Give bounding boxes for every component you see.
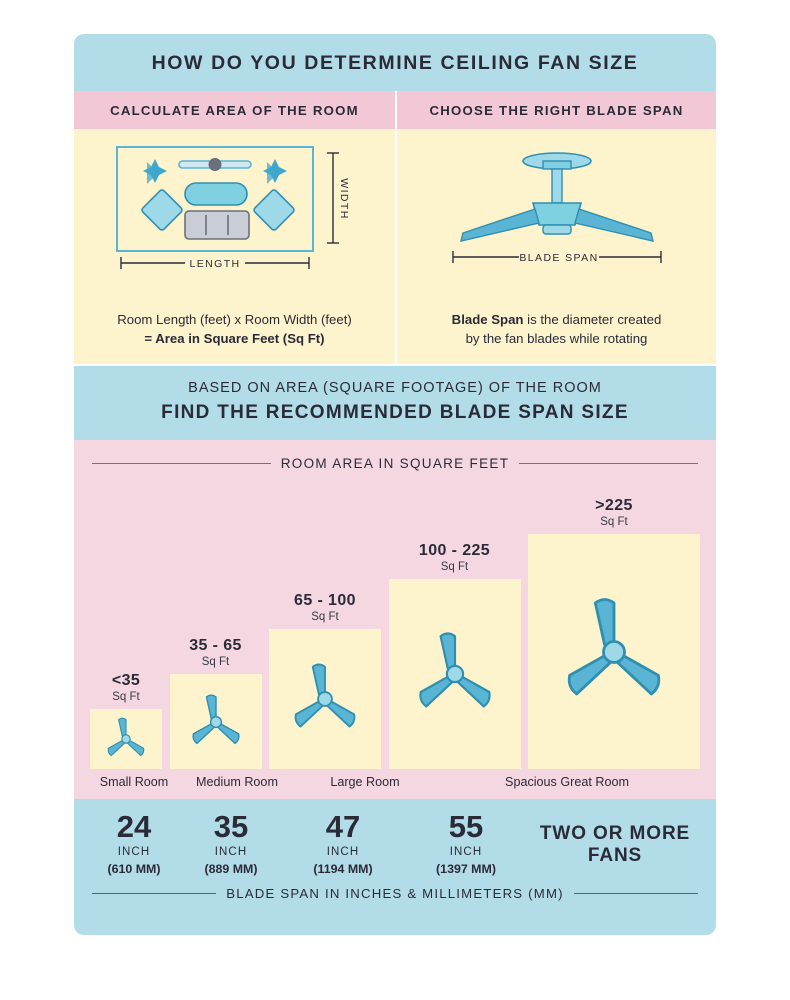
bar-label-2	[189, 637, 242, 668]
spec-3-inch: INCH	[326, 845, 360, 858]
bar-range-2: 35 - 65	[189, 637, 242, 654]
panel-left-caption-line1: Room Length (feet) x Room Width (feet)	[117, 311, 352, 327]
header	[74, 34, 716, 91]
room-length-label: LENGTH	[189, 258, 240, 270]
room-name-1: Small Room	[99, 775, 169, 789]
panel-right-caption-line2: by the fan blades while rotating	[465, 330, 648, 346]
bar-label-1	[112, 672, 140, 703]
spec-2	[180, 811, 282, 876]
room-name-4: Spacious Great Room	[505, 775, 629, 789]
bar-col-5	[528, 479, 700, 769]
spec-3-mm: (1194 MM)	[313, 861, 373, 876]
bar-col-2	[170, 479, 262, 769]
panel-right-caption-bold: Blade Span	[451, 311, 524, 327]
fan-icon-xlarge	[544, 591, 684, 713]
spec-3-number: 47	[325, 809, 361, 844]
blade-span-label: BLADE SPAN	[518, 252, 599, 264]
bar-label-5	[595, 497, 633, 528]
mid-banner-line2: FIND THE RECOMMENDED BLADE SPAN SIZE	[161, 402, 629, 423]
spec-1-inch: INCH	[117, 845, 151, 858]
fan-icon-medium	[279, 659, 371, 739]
spec-2-number: 35	[213, 809, 249, 844]
bar-box-5	[528, 534, 700, 769]
panel-left-caption	[117, 310, 352, 348]
spec-4-inch: INCH	[449, 845, 483, 858]
panel-right-caption-rest: is the diameter created	[523, 311, 662, 327]
room-diagram	[107, 143, 363, 275]
footer-rule-row	[88, 876, 702, 901]
chart-rule-left	[92, 463, 271, 464]
spec-3	[282, 811, 404, 876]
room-name-3: Large Room	[330, 775, 400, 789]
spec-1-mm: (610 MM)	[107, 861, 161, 876]
mid-banner-line1: BASED ON AREA (SQUARE FOOTAGE) OF THE ROOM	[188, 380, 602, 396]
spec-4-number: 55	[448, 809, 484, 844]
spec-2-inch: INCH	[214, 845, 248, 858]
room-name-2: Medium Room	[196, 775, 278, 789]
bar-unit-5: Sq Ft	[600, 516, 628, 528]
bar-unit-2: Sq Ft	[201, 656, 230, 668]
mid-banner	[74, 364, 716, 440]
bar-col-4	[389, 479, 521, 769]
bar-chart	[88, 479, 702, 769]
bar-box-3	[269, 629, 381, 769]
chart-band	[74, 440, 716, 799]
bar-range-3: 65 - 100	[294, 592, 356, 609]
bar-range-1: <35	[111, 672, 141, 689]
bar-col-3	[269, 479, 381, 769]
chart-rule-right	[519, 463, 698, 464]
fan-icon-small	[98, 715, 154, 763]
fan-side-diagram	[427, 145, 687, 277]
chart-title-row	[88, 456, 702, 479]
bar-label-3	[294, 592, 356, 623]
room-name-row	[88, 769, 702, 799]
panel-right-title: CHOOSE THE RIGHT BLADE SPAN	[397, 91, 716, 129]
bar-label-4	[419, 542, 490, 573]
footer-rule-text: BLADE SPAN IN INCHES & MILLIMETERS (MM)	[226, 885, 564, 901]
page-title: HOW DO YOU DETERMINE CEILING FAN SIZE	[151, 52, 639, 74]
footer-rule-left	[92, 893, 216, 894]
bar-box-4	[389, 579, 521, 769]
spec-1-number: 24	[116, 809, 152, 844]
panel-right-body	[397, 129, 716, 364]
spec-4-mm: (1397 MM)	[436, 861, 496, 876]
fan-icon-large	[401, 627, 509, 721]
bar-unit-1: Sq Ft	[112, 691, 140, 703]
infographic-sheet	[74, 34, 716, 935]
bar-range-4: 100 - 225	[418, 542, 491, 559]
footer-rule-right	[574, 893, 698, 894]
fan-icon-medium-small	[180, 691, 252, 753]
footer-band	[74, 799, 716, 909]
bar-unit-4: Sq Ft	[440, 561, 469, 573]
bar-unit-3: Sq Ft	[311, 611, 339, 623]
bar-range-5: >225	[595, 497, 633, 514]
panel-right-caption	[452, 310, 662, 348]
panel-left-caption-line2: = Area in Square Feet (Sq Ft)	[144, 330, 325, 346]
panel-left-title: CALCULATE AREA OF THE ROOM	[74, 91, 395, 129]
panel-blade-span	[395, 91, 716, 364]
bar-box-2	[170, 674, 262, 769]
two-column-band	[74, 91, 716, 364]
spec-2-mm: (889 MM)	[204, 861, 258, 876]
spec-row	[88, 811, 702, 876]
bar-box-1	[90, 709, 162, 769]
panel-left-body	[74, 129, 395, 364]
spec-4	[404, 811, 528, 876]
panel-calculate-area	[74, 91, 395, 364]
spec-1	[88, 811, 180, 876]
two-or-more-fans-label: TWO OR MORE FANS	[539, 823, 691, 866]
chart-title: ROOM AREA IN SQUARE FEET	[280, 456, 510, 471]
footer-padding	[74, 909, 716, 935]
bar-col-1	[90, 479, 162, 769]
room-width-label: WIDTH	[337, 178, 350, 220]
